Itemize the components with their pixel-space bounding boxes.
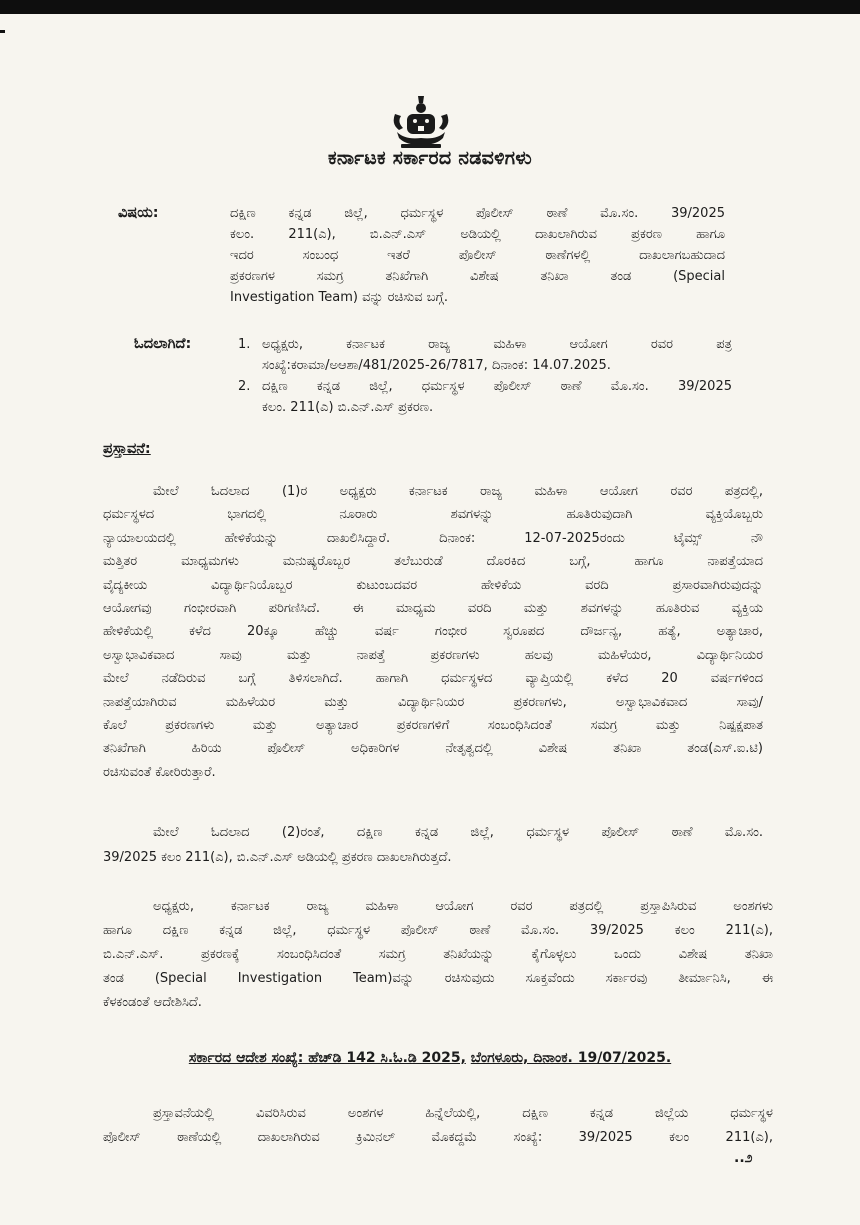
- subject-line: ದಕ್ಷಿಣ ಕನ್ನಡ ಜಿಲ್ಲೆ, ಧರ್ಮಸ್ಥಳ ಪೊಲೀಸ್ ಠಾಣೆ ಮೊ.ಸಂ. 39/2025: [230, 206, 725, 221]
- order-number: ಸರ್ಕಾರದ ಆದೇಶ ಸಂಖ್ಯೆ: ಹೆಚ್‌ಡಿ 142 ಸಿ.ಓ.ಡಿ 2025,: [188, 1050, 466, 1066]
- paragraph-line: ನ್ಯಾಯಾಲಯದಲ್ಲಿ ಹೇಳಿಕೆಯನ್ನು ದಾಖಲಿಸಿದ್ದಾರೆ. ದಿನಾಂಕ: 12-07-2025ರಂದು ಟೈಮ್ಸ್ ನೌ: [103, 530, 763, 546]
- preamble-paragraph-3: [103, 895, 773, 1015]
- paragraph-line: ವೈದ್ಯಕೀಯ ವಿದ್ಯಾರ್ಥಿನಿಯೊಬ್ಬರ ಕುಟುಂಬದವರ ಹೇಳಿಕೆಯ ವರದಿ ಪ್ರಸಾರವಾಗಿರುವುದನ್ನು: [103, 577, 763, 593]
- page-number: ..೨: [734, 1150, 753, 1166]
- paragraph-line: ಕೊಲೆ ಪ್ರಕರಣಗಳು ಮತ್ತು ಅತ್ಯಾಚಾರ ಪ್ರಕರಣಗಳಿಗೆ ಸಂಬಂಧಿಸಿದಂತೆ ಸಮಗ್ರ ಮತ್ತು ನಿಷ್ಪಕ್ಷಪಾತ: [103, 718, 763, 734]
- paragraph-line: ಮತ್ತಿತರ ಮಾಧ್ಯಮಗಳು ಮನುಷ್ಯರೊಬ್ಬರ ತಲೆಬುರುಡೆ ದೊರಕಿದ ಬಗ್ಗೆ, ಹಾಗೂ ನಾಪತ್ತೆಯಾದ: [103, 554, 763, 570]
- karnataka-emblem-icon: [385, 94, 457, 150]
- paragraph-line: ಹಾಗೂ ದಕ್ಷಿಣ ಕನ್ನಡ ಜಿಲ್ಲೆ, ಧರ್ಮಸ್ಥಳ ಪೊಲೀಸ್ ಠಾಣೆ ಮೊ.ಸಂ. 39/2025 ಕಲಂ 211(ಎ),: [103, 923, 773, 938]
- paragraph-line: ಮೇಲೆ ಓದಲಾದ (1)ರ ಅಧ್ಯಕ್ಷರು ಕರ್ನಾಟಕ ರಾಜ್ಯ ಮಹಿಳಾ ಆಯೋಗ ರವರ ಪತ್ರದಲ್ಲಿ,: [153, 484, 763, 499]
- paragraph-line: ತನಿಖೆಗಾಗಿ ಹಿರಿಯ ಪೊಲೀಸ್ ಅಧಿಕಾರಿಗಳ ನೇತೃತ್ವದಲ್ಲಿ ವಿಶೇಷ ತನಿಖಾ ತಂಡ(ಎಸ್.ಐ.ಟಿ): [103, 741, 763, 757]
- paragraph-line: ಅಧ್ಯಕ್ಷರು, ಕರ್ನಾಟಕ ರಾಜ್ಯ ಮಹಿಳಾ ಆಯೋಗ ರವರ ಪತ್ರದಲ್ಲಿ ಪ್ರಸ್ತಾಪಿಸಿರುವ ಅಂಶಗಳು: [153, 899, 773, 914]
- preamble-paragraph-2: [103, 820, 763, 870]
- paragraph-line: ಪೊಲೀಸ್ ಠಾಣೆಯಲ್ಲಿ ದಾಖಲಾಗಿರುವ ಕ್ರಿಮಿನಲ್ ಮೊಕದ್ದಮೆ ಸಂಖ್ಯೆ: 39/2025 ಕಲಂ 211(ಎ),: [103, 1130, 773, 1145]
- paragraph-line: ಮೇಲೆ ನಡೆದಿರುವ ಬಗ್ಗೆ ತಿಳಿಸಲಾಗಿದೆ. ಹಾಗಾಗಿ ಧರ್ಮಸ್ಥಳದ ವ್ಯಾಪ್ತಿಯಲ್ಲಿ ಕಳೆದ 20 ವರ್ಷಗಳಿಂದ: [103, 671, 763, 687]
- subject-line: ಇದರ ಸಂಬಂಧ ಇತರೆ ಪೊಲೀಸ್ ಠಾಣೆಗಳಲ್ಲಿ ದಾಖಲಾಗಬಹುದಾದ: [230, 248, 725, 263]
- paragraph-line: ಧರ್ಮಸ್ಥಳದ ಭಾಗದಲ್ಲಿ ನೂರಾರು ಶವಗಳನ್ನು ಹೂತಿರುವುದಾಗಿ ವ್ಯಕ್ತಿಯೊಬ್ಬರು: [103, 507, 763, 523]
- paragraph-line: ಅಸ್ವಾಭಾವಿಕವಾದ ಸಾವು ಮತ್ತು ನಾಪತ್ತೆ ಪ್ರಕರಣಗಳು ಹಲವು ಮಹಿಳೆಯರ, ವಿದ್ಯಾರ್ಥಿನಿಯರ: [103, 647, 763, 663]
- edge-mark: [0, 30, 5, 33]
- preamble-label: ಪ್ರಸ್ತಾವನೆ:: [103, 441, 151, 457]
- paragraph-line: ಕೆಳಕಂಡಂತೆ ಆದೇಶಿಸಿದೆ.: [103, 995, 202, 1010]
- reference-item: [262, 334, 732, 376]
- preamble-paragraph-1: [103, 480, 763, 784]
- subject-label: ವಿಷಯ:: [118, 205, 159, 221]
- subject-text: [230, 203, 725, 308]
- reference-item: [262, 376, 732, 418]
- references-label: ಓದಲಾಗಿದೆ:: [134, 336, 192, 352]
- reference-line: ಸಂಖ್ಯೆ:ಕರಾಮಾ/ಅಆಶಾ/481/2025-26/7817, ದಿನಾಂಕ: 14.07.2025.: [262, 358, 611, 373]
- order-heading: [0, 1046, 860, 1070]
- document-title: ಕರ್ನಾಟಕ ಸರ್ಕಾರದ ನಡವಳಿಗಳು: [327, 147, 533, 169]
- paragraph-line: ಮೇಲೆ ಓದಲಾದ (2)ರಂತೆ, ದಕ್ಷಿಣ ಕನ್ನಡ ಜಿಲ್ಲೆ, ಧರ್ಮಸ್ಥಳ ಪೊಲೀಸ್ ಠಾಣೆ ಮೊ.ಸಂ.: [153, 825, 763, 840]
- reference-number: 2.: [238, 379, 251, 394]
- paragraph-line: ಪ್ರಸ್ತಾವನೆಯಲ್ಲಿ ವಿವರಿಸಿರುವ ಅಂಶಗಳ ಹಿನ್ನೆಲೆಯಲ್ಲಿ, ದಕ್ಷಿಣ ಕನ್ನಡ ಜಿಲ್ಲೆಯ ಧರ್ಮಸ್ಥಳ: [153, 1106, 773, 1121]
- subject-line: Investigation Team) ವನ್ನು ರಚಿಸುವ ಬಗ್ಗೆ.: [230, 290, 449, 305]
- paragraph-line: ಬಿ.ಎನ್.ಎಸ್. ಪ್ರಕರಣಕ್ಕೆ ಸಂಬಂಧಿಸಿದಂತೆ ಸಮಗ್ರ ತನಿಖೆಯನ್ನು ಕೈಗೊಳ್ಳಲು ಒಂದು ವಿಶೇಷ ತನಿಖಾ: [103, 947, 773, 962]
- reference-number: 1.: [238, 337, 251, 352]
- paragraph-line: ಆಯೋಗವು ಗಂಭೀರವಾಗಿ ಪರಿಗಣಿಸಿದೆ. ಈ ಮಾಧ್ಯಮ ವರದಿ ಮತ್ತು ಶವಗಳನ್ನು ಹೂತಿರುವ ವ್ಯಕ್ತಿಯ: [103, 601, 763, 617]
- top-dark-border: [0, 0, 860, 14]
- subject-line: ಪ್ರಕರಣಗಳ ಸಮಗ್ರ ತನಿಖೆಗಾಗಿ ವಿಶೇಷ ತನಿಖಾ ತಂಡ (Special: [230, 269, 725, 284]
- subject-line: ಕಲಂ. 211(ಎ), ಬಿ.ಎನ್.ಎಸ್ ಅಡಿಯಲ್ಲಿ ದಾಖಲಾಗಿರುವ ಪ್ರಕರಣ ಹಾಗೂ: [230, 227, 725, 242]
- paragraph-line: 39/2025 ಕಲಂ 211(ಎ), ಬಿ.ಎನ್.ಎಸ್ ಅಡಿಯಲ್ಲಿ ಪ್ರಕರಣ ದಾಖಲಾಗಿರುತ್ತದೆ.: [103, 850, 452, 865]
- reference-line: ಕಲಂ. 211(ಎ) ಬಿ.ಎನ್.ಎಸ್ ಪ್ರಕರಣ.: [262, 400, 434, 415]
- reference-line: ದಕ್ಷಿಣ ಕನ್ನಡ ಜಿಲ್ಲೆ, ಧರ್ಮಸ್ಥಳ ಪೊಲೀಸ್ ಠಾಣೆ ಮೊ.ಸಂ. 39/2025: [262, 379, 732, 394]
- paragraph-line: ನಾಪತ್ತೆಯಾಗಿರುವ ಮಹಿಳೆಯರ ಮತ್ತು ವಿದ್ಯಾರ್ಥಿನಿಯರ ಪ್ರಕರಣಗಳು, ಅಸ್ವಾಭಾವಿಕವಾದ ಸಾವು/: [103, 694, 763, 710]
- order-paragraph: [103, 1102, 773, 1150]
- paragraph-line: ಹೇಳಿಕೆಯಲ್ಲಿ ಕಳೆದ 20ಕ್ಕೂ ಹೆಚ್ಚು ವರ್ಷ ಗಂಭೀರ ಸ್ವರೂಪದ ದೌರ್ಜನ್ಯ, ಹತ್ಯೆ, ಅತ್ಯಾಚಾರ,: [103, 624, 763, 640]
- order-place-date: ಬೆಂಗಳೂರು, ದಿನಾಂಕ. 19/07/2025.: [470, 1050, 672, 1066]
- reference-line: ಅಧ್ಯಕ್ಷರು, ಕರ್ನಾಟಕ ರಾಜ್ಯ ಮಹಿಳಾ ಆಯೋಗ ರವರ ಪತ್ರ: [262, 337, 732, 352]
- paragraph-line: ರಚಿಸುವಂತೆ ಕೋರಿರುತ್ತಾರೆ.: [103, 764, 216, 780]
- paragraph-line: ತಂಡ (Special Investigation Team)ವನ್ನು ರಚಿಸುವುದು ಸೂಕ್ತವೆಂದು ಸರ್ಕಾರವು ತೀರ್ಮಾನಿಸಿ, ಈ: [103, 971, 773, 986]
